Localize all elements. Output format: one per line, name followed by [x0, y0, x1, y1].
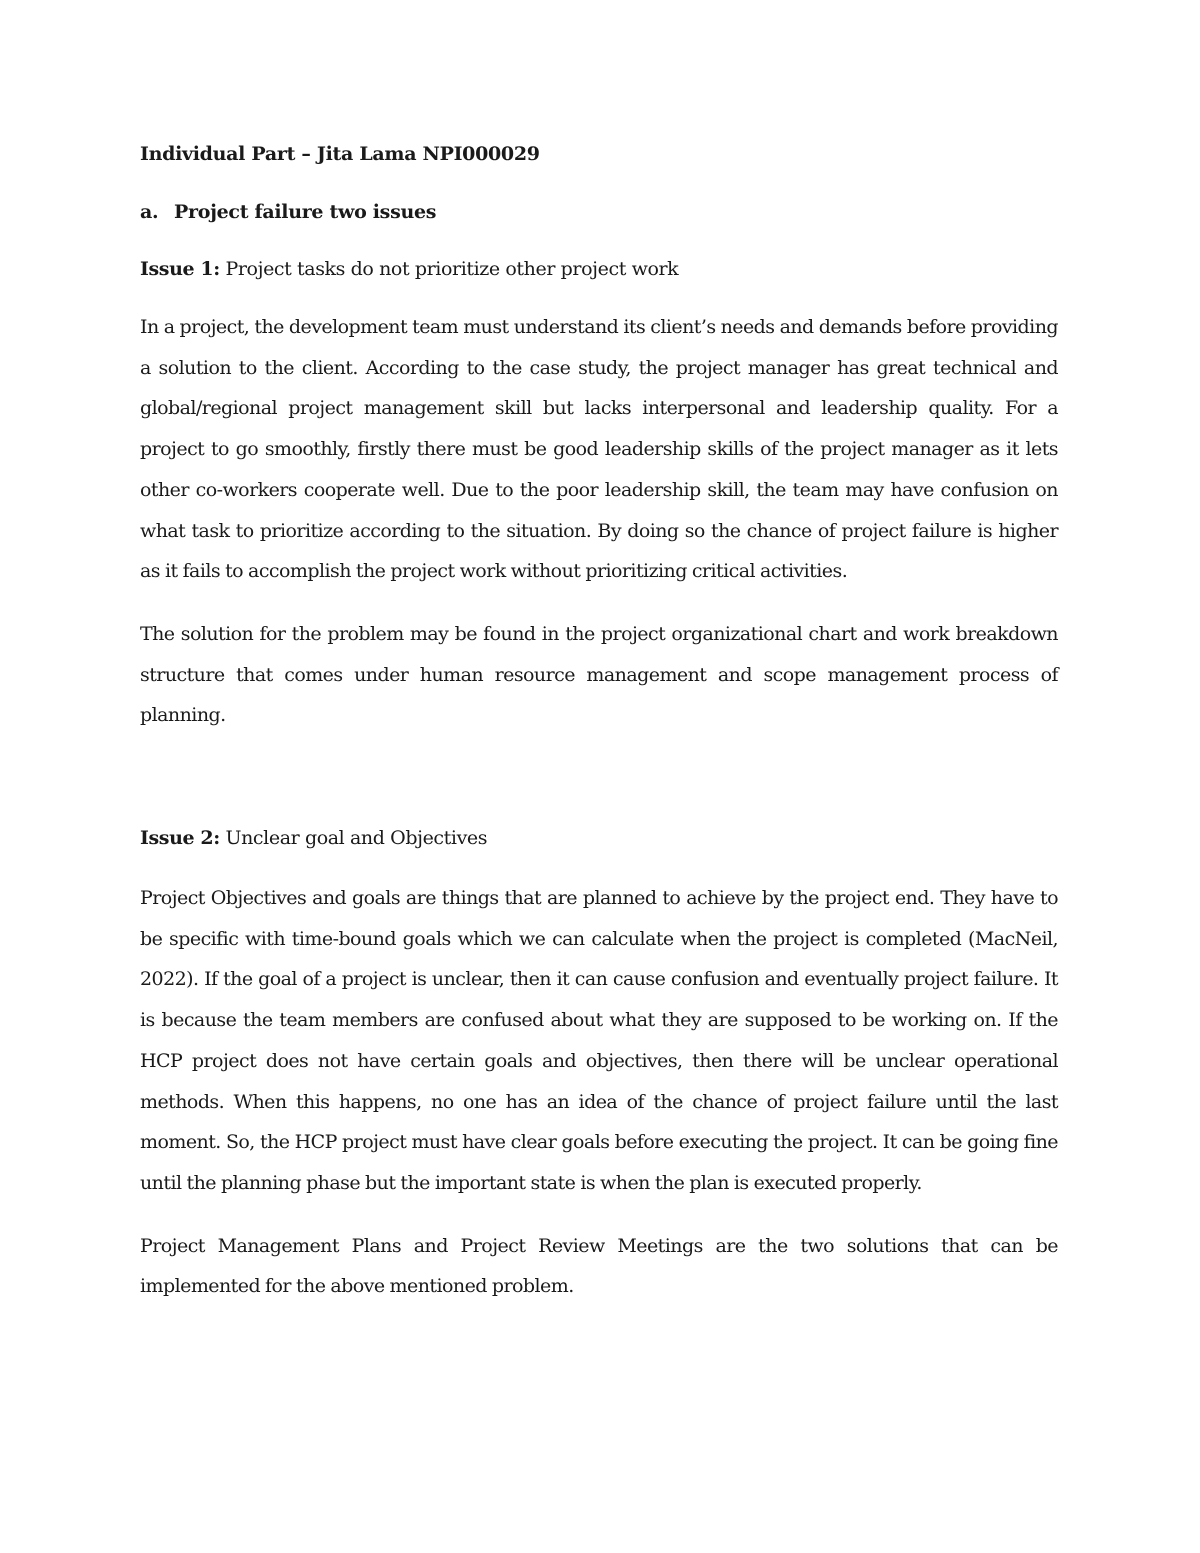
- issue2-paragraph-1: Project Objectives and goals are things that are planned to achieve by the project end. They have to be specific with time-bound goals which we can calculate when the project is completed (MacNeil, 2022). If the goal of a project is unclear, then it can cause confusion and eventually project failure. It is because the team members are confused about what they are supposed to be working on. If the HCP project does not have certain goals and objectives, then there will be unclear operational methods. When this happens, no one has an idea of the chance of project failure until the last moment. So, the HCP project must have clear goals before executing the project. It can be going fine until the planning phase but the important state is when the plan is executed properly.: [140, 887, 1058, 1194]
- issue2-title: Unclear goal and Objectives: [219, 827, 488, 850]
- issue1-paragraph-2: The solution for the problem may be found in the project organizational chart and work breakdown structure that comes under human resource management and scope management process of planning.: [140, 622, 1058, 727]
- section-a-marker: a.: [140, 201, 159, 223]
- issue1-label: Issue 1:: [140, 258, 220, 280]
- issue1-heading: [140, 255, 1058, 283]
- issue2-label: Issue 2:: [140, 827, 220, 850]
- document-page: [140, 140, 1058, 1307]
- section-a-heading: [140, 198, 1058, 226]
- document-title: Individual Part – Jita Lama NPI000029: [140, 143, 540, 165]
- section-a-title: Project failure two issues: [174, 201, 437, 223]
- issue2-paragraph-2: Project Management Plans and Project Review Meetings are the two solutions that can be implemented for the above mentioned problem.: [140, 1234, 1058, 1298]
- issue1-paragraph-1: In a project, the development team must understand its client’s needs and demands before providing a solution to the client. According to the case study, the project manager has great technical and global/regional project management skill but lacks interpersonal and leadership quality. For a project to go smoothly, firstly there must be good leadership skills of the project manager as it lets other co-workers cooperate well. Due to the poor leadership skill, the team may have confusion on what task to prioritize according to the situation. By doing so the chance of project failure is higher as it fails to accomplish the project work without prioritizing critical activities.: [140, 316, 1058, 583]
- issue1-title: Project tasks do not prioritize other project work: [219, 258, 679, 280]
- issue2-heading: [140, 824, 1058, 852]
